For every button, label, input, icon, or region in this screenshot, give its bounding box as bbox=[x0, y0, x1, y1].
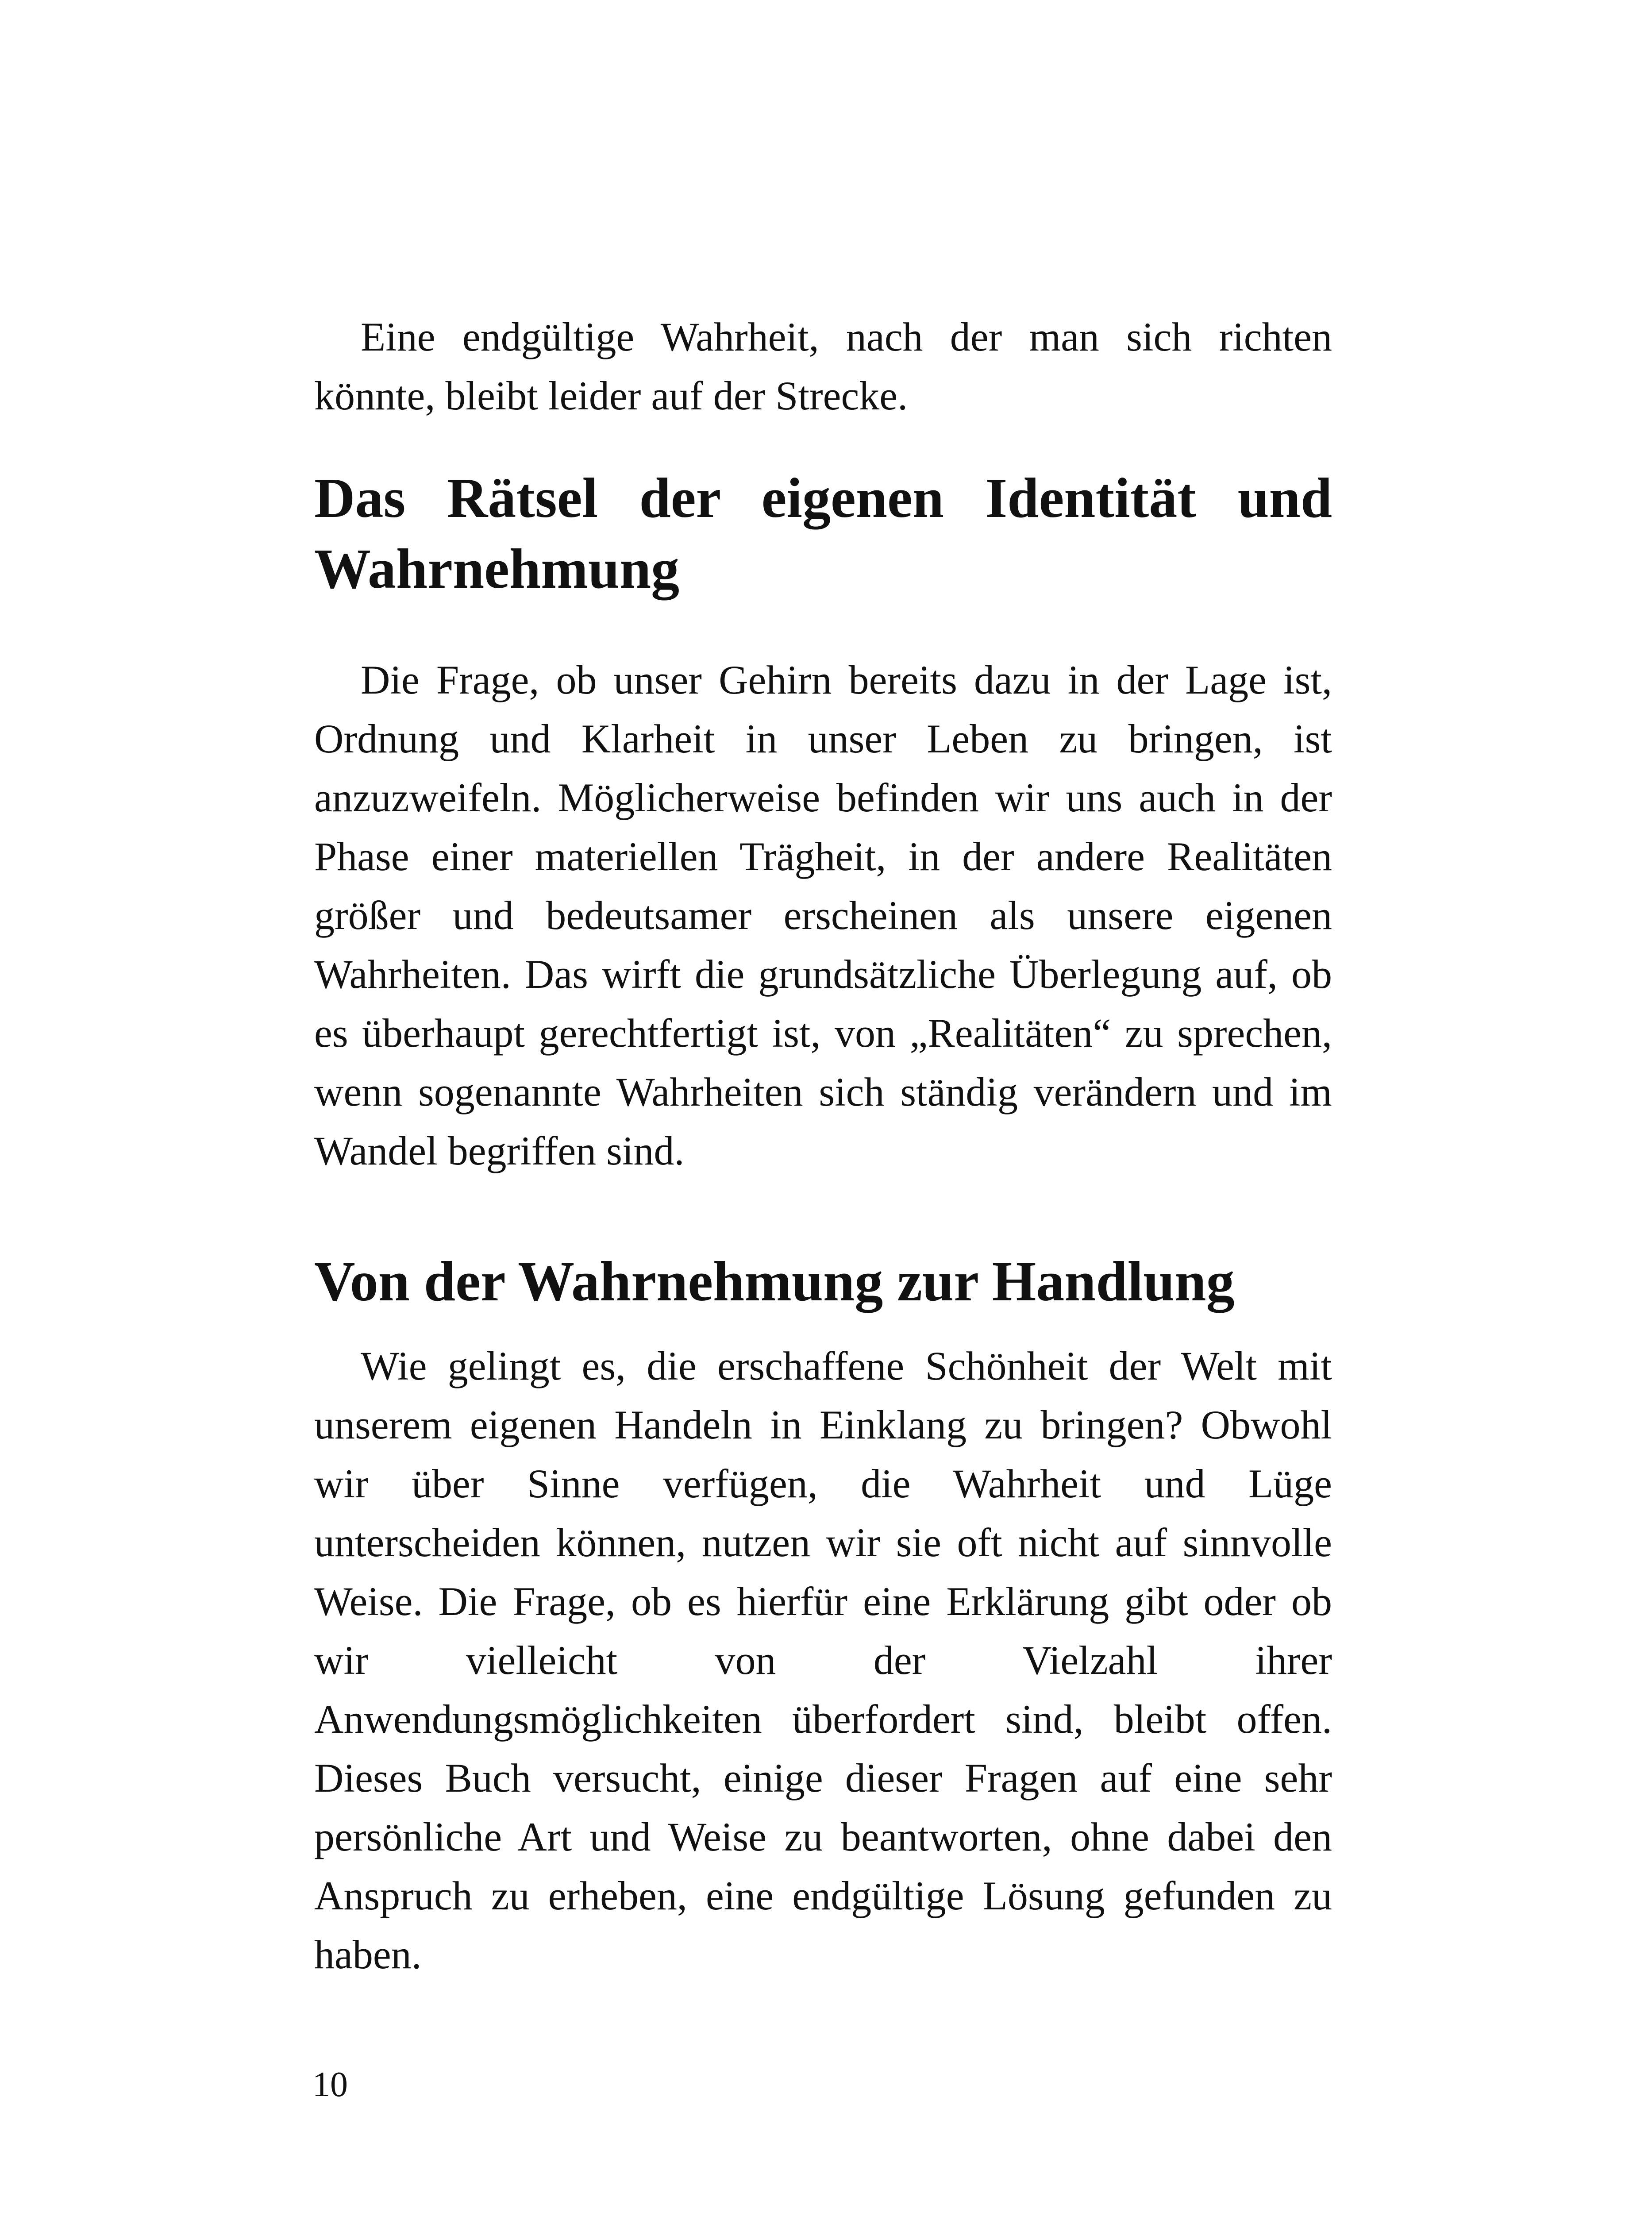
intro-block bbox=[314, 308, 1332, 425]
section-action bbox=[314, 1246, 1332, 1317]
heading-action: Von der Wahrnehmung zur Handlung bbox=[314, 1250, 1235, 1313]
section-action-body bbox=[314, 1337, 1332, 1984]
page-number: 10 bbox=[312, 2065, 348, 2104]
heading-identity: Das Rätsel der eigenen Identität und Wahrnehmung bbox=[314, 467, 1332, 600]
paragraph-action: Wie gelingt es, die erschaffene Schönheit der Welt mit unserem eigenen Handeln in Einklang zu bringen? Obwohl wir über Sinne verfügen, die Wahrheit und Lüge unterscheiden können, nutzen wir sie oft nicht auf sinnvolle Weise. Die Frage, ob es hierfür eine Erklärung gibt oder ob wir vielleicht von der Vielzahl ihrer Anwendungsmöglichkeiten überfordert sind, bleibt offen. Dieses Buch versucht, einige dieser Fragen auf eine sehr persönliche Art und Weise zu beantworten, ohne dabei den Anspruch zu erheben, eine endgültige Lösung gefunden zu haben. bbox=[314, 1343, 1332, 1977]
section-identity bbox=[314, 463, 1332, 604]
section-identity-body bbox=[314, 651, 1332, 1180]
paragraph-identity: Die Frage, ob unser Gehirn bereits dazu in der Lage ist, Ordnung und Klarheit in unser Leben zu bringen, ist anzuzweifeln. Möglicherweise befinden wir uns auch in der Phase einer materiellen Trägheit, in der andere Realitäten größer und bedeutsamer erscheinen als unsere eigenen Wahrheiten. Das wirft die grundsätzliche Überlegung auf, ob es überhaupt gerechtfertigt ist, von „Realitäten“ zu sprechen, wenn sogenannte Wahrheiten sich ständig verändern und im Wandel begriffen sind. bbox=[314, 657, 1332, 1173]
paragraph-intro: Eine endgültige Wahrheit, nach der man sich richten könnte, bleibt leider auf der Strecke. bbox=[314, 314, 1332, 418]
